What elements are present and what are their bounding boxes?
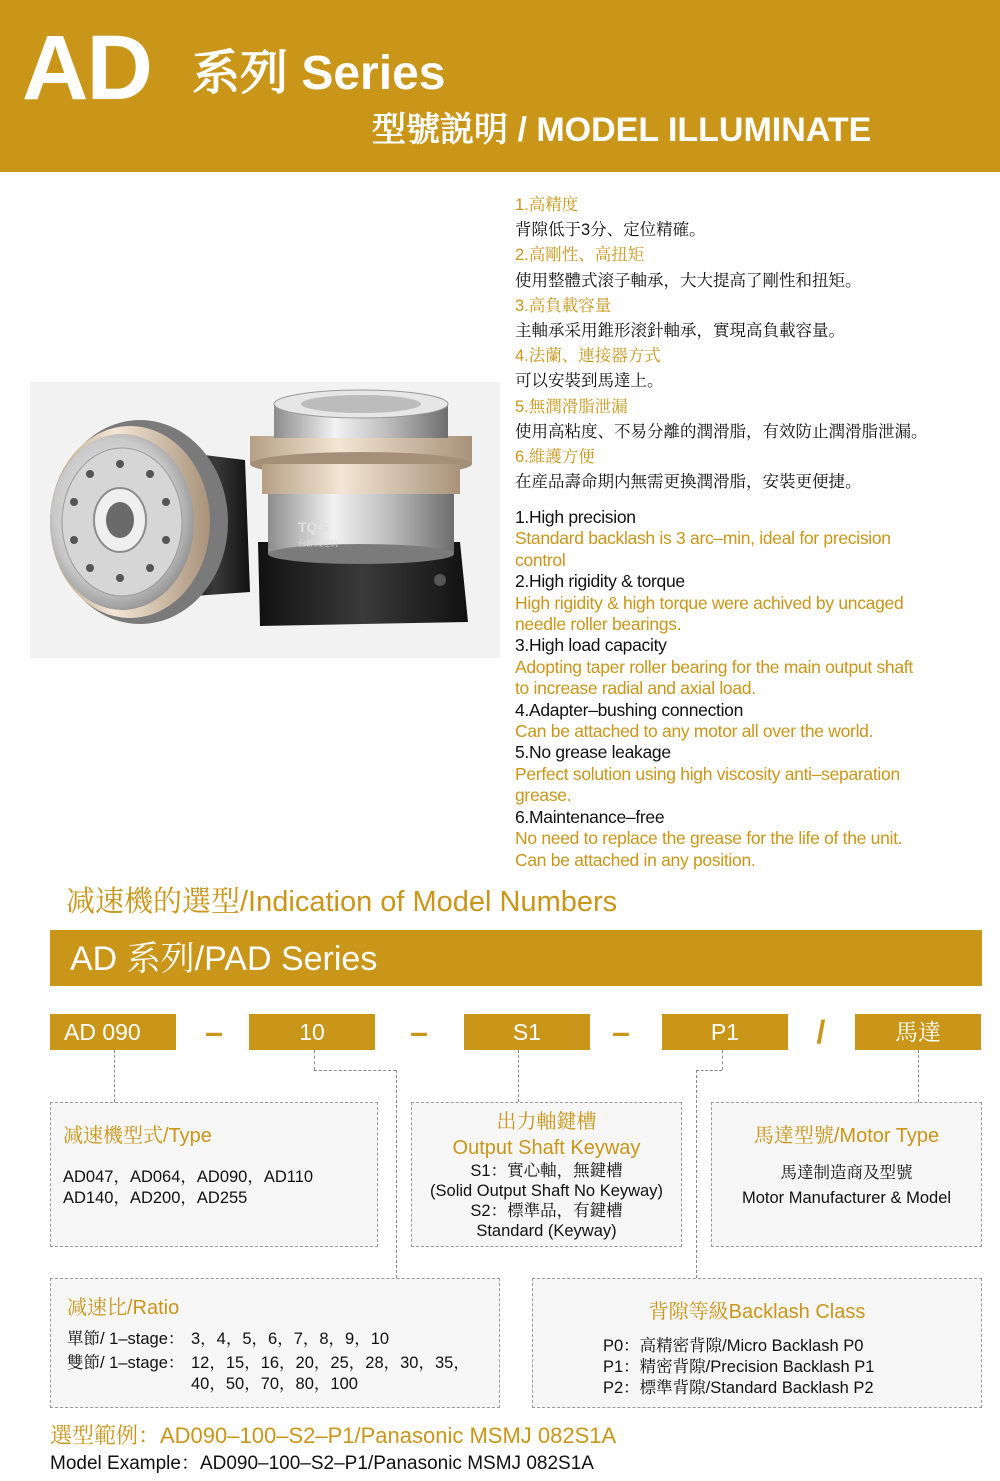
ratio-single-label: 單節/ 1–stage： (67, 1330, 185, 1348)
feature-en-desc: to increase radial and axial load. (515, 678, 756, 699)
feature-zh-title: 4.法蘭、連接器方式 (515, 347, 661, 366)
feature-en-desc: Can be attached to any motor all over the world. (515, 721, 874, 742)
feature-en-desc: grease. (515, 785, 572, 806)
ratio-box (50, 1278, 500, 1408)
ratio-single-values: 3，4，5，6，7，8，9，10 (191, 1330, 390, 1348)
feature-zh-desc: 使用高粘度、不易分離的潤滑脂，有效防止潤滑脂泄漏。 (515, 422, 928, 441)
feature-zh-desc: 在産品壽命期内無需更換潤滑脂，安裝更便捷。 (515, 473, 862, 492)
feature-en-title: 4.Adapter–bushing connection (515, 699, 744, 720)
code-separator: – (205, 1014, 223, 1050)
feature-zh-title: 3.高負載容量 (515, 296, 612, 315)
header-band (0, 0, 1000, 172)
feature-zh-desc: 可以安裝到馬達上。 (515, 372, 664, 391)
motor-box-line: Motor Manufacturer & Model (741, 1189, 952, 1207)
connector-ratio (396, 1070, 397, 1278)
connector-backlash (722, 1050, 723, 1070)
features-zh (515, 193, 985, 495)
backlash-box-title: 背隙等級Backlash Class (648, 1301, 866, 1323)
connector-motor (918, 1050, 919, 1102)
feature-en-desc: Can be attached in any position. (515, 849, 756, 870)
feature-zh-desc: 使用整體式滚子軸承，大大提高了剛性和扭矩。 (515, 271, 862, 290)
feature-zh-desc: 背隙低于3分、定位精確。 (515, 221, 706, 240)
shaft-box-line: S1：實心軸，無鍵槽 (470, 1162, 623, 1180)
series-bar-label: AD 系列/PAD Series (70, 940, 378, 978)
code-separator: – (612, 1014, 630, 1050)
type-box-line: AD140，AD200，AD255 (63, 1189, 248, 1207)
feature-en-desc: control (515, 549, 566, 570)
shaft-box-line: S2：標準品，有鍵槽 (470, 1202, 623, 1220)
feature-en-title: 1.High precision (515, 507, 636, 527)
type-box-line: AD047，AD064，AD090，AD110 (63, 1168, 314, 1186)
shaft-box-line: Standard (Keyway) (476, 1222, 617, 1240)
motor-box (711, 1102, 982, 1247)
connector-backlash (696, 1070, 722, 1071)
feature-en-desc: High rigidity & high torque were achived by uncaged (515, 592, 904, 613)
type-box (50, 1102, 378, 1247)
code-backlash: P1 (662, 1014, 788, 1050)
type-box-title: 减速機型式/Type (63, 1125, 212, 1147)
feature-en-desc: Perfect solution using high viscosity anti–separation (515, 763, 900, 784)
code-shaft: S1 (464, 1014, 590, 1050)
backlash-box-line: P0：高精密背隙/Micro Backlash P0 (603, 1337, 864, 1355)
feature-zh-title: 1.高精度 (515, 196, 579, 214)
brand-subtitle: 型號説明 / MODEL ILLUMINATE (372, 111, 872, 149)
model-example-en: Model Example：AD090–100–S2–P1/Panasonic MSMJ 082S1A (50, 1453, 594, 1474)
feature-zh-title: 5.無潤滑脂泄漏 (515, 397, 628, 416)
feature-zh-title: 6.維護方便 (515, 448, 595, 467)
feature-en-title: 5.No grease leakage (515, 742, 671, 763)
model-numbers-heading: 减速機的選型/Indication of Model Numbers (66, 886, 618, 918)
code-motor: 馬達 (855, 1014, 981, 1050)
features-en (515, 507, 985, 871)
shaft-box (411, 1102, 682, 1247)
motor-box-line: 馬達制造商及型號 (780, 1164, 913, 1182)
ratio-double-label: 雙節/ 1–stage： (67, 1354, 185, 1372)
code-separator: – (410, 1014, 428, 1050)
backlash-box-line: P1：精密背隙/Precision Backlash P1 (603, 1358, 875, 1376)
brand-title: AD (22, 17, 151, 119)
code-ratio: 10 (249, 1014, 375, 1050)
feature-en-title: 6.Maintenance–free (515, 806, 665, 827)
feature-en-title: 3.High load capacity (515, 635, 667, 656)
feature-zh-desc: 主軸承采用錐形滚針軸承，實現高負載容量。 (515, 322, 845, 341)
model-example-zh: 選型範例：AD090–100–S2–P1/Panasonic MSMJ 082S1A (50, 1423, 617, 1448)
connector-ratio (314, 1070, 396, 1071)
connector-shaft (518, 1050, 519, 1102)
feature-en-desc: needle roller bearings. (515, 614, 682, 635)
backlash-box-line: P2：標準背隙/Standard Backlash P2 (603, 1379, 874, 1397)
connector-backlash (696, 1070, 697, 1278)
brand-series: 系列 Series (192, 47, 446, 100)
code-type: AD 090 (50, 1014, 176, 1050)
feature-en-title: 2.High rigidity & torque (515, 571, 685, 592)
connector-ratio (314, 1050, 315, 1070)
connector-type (114, 1050, 115, 1102)
series-bar (50, 930, 982, 986)
ratio-double-values: 40，50，70，80，100 (191, 1375, 358, 1393)
gearbox-product-image (30, 382, 500, 658)
backlash-box (532, 1278, 982, 1408)
ratio-box-title: 减速比/Ratio (67, 1297, 180, 1319)
feature-en-desc: No need to replace the grease for the life of the unit. (515, 828, 903, 849)
shaft-box-title-zh: 出力軸鍵槽 (496, 1111, 597, 1133)
feature-en-desc: Adopting taper roller bearing for the main output shaft (515, 656, 913, 677)
feature-en-desc: Standard backlash is 3 arc–min, ideal for precision (515, 528, 891, 549)
product-logo-sub: 台群减速机 (298, 539, 338, 548)
shaft-box-line: (Solid Output Shaft No Keyway) (430, 1182, 663, 1200)
product-logo: TQG (298, 519, 329, 535)
code-slash: / (816, 1014, 826, 1050)
shaft-box-title-en: Output Shaft Keyway (452, 1137, 641, 1159)
motor-box-title: 馬達型號/Motor Type (753, 1125, 940, 1147)
feature-zh-title: 2.高剛性、高扭矩 (515, 246, 645, 265)
ratio-double-values: 12，15，16，20，25，28，30，35， (191, 1354, 470, 1372)
